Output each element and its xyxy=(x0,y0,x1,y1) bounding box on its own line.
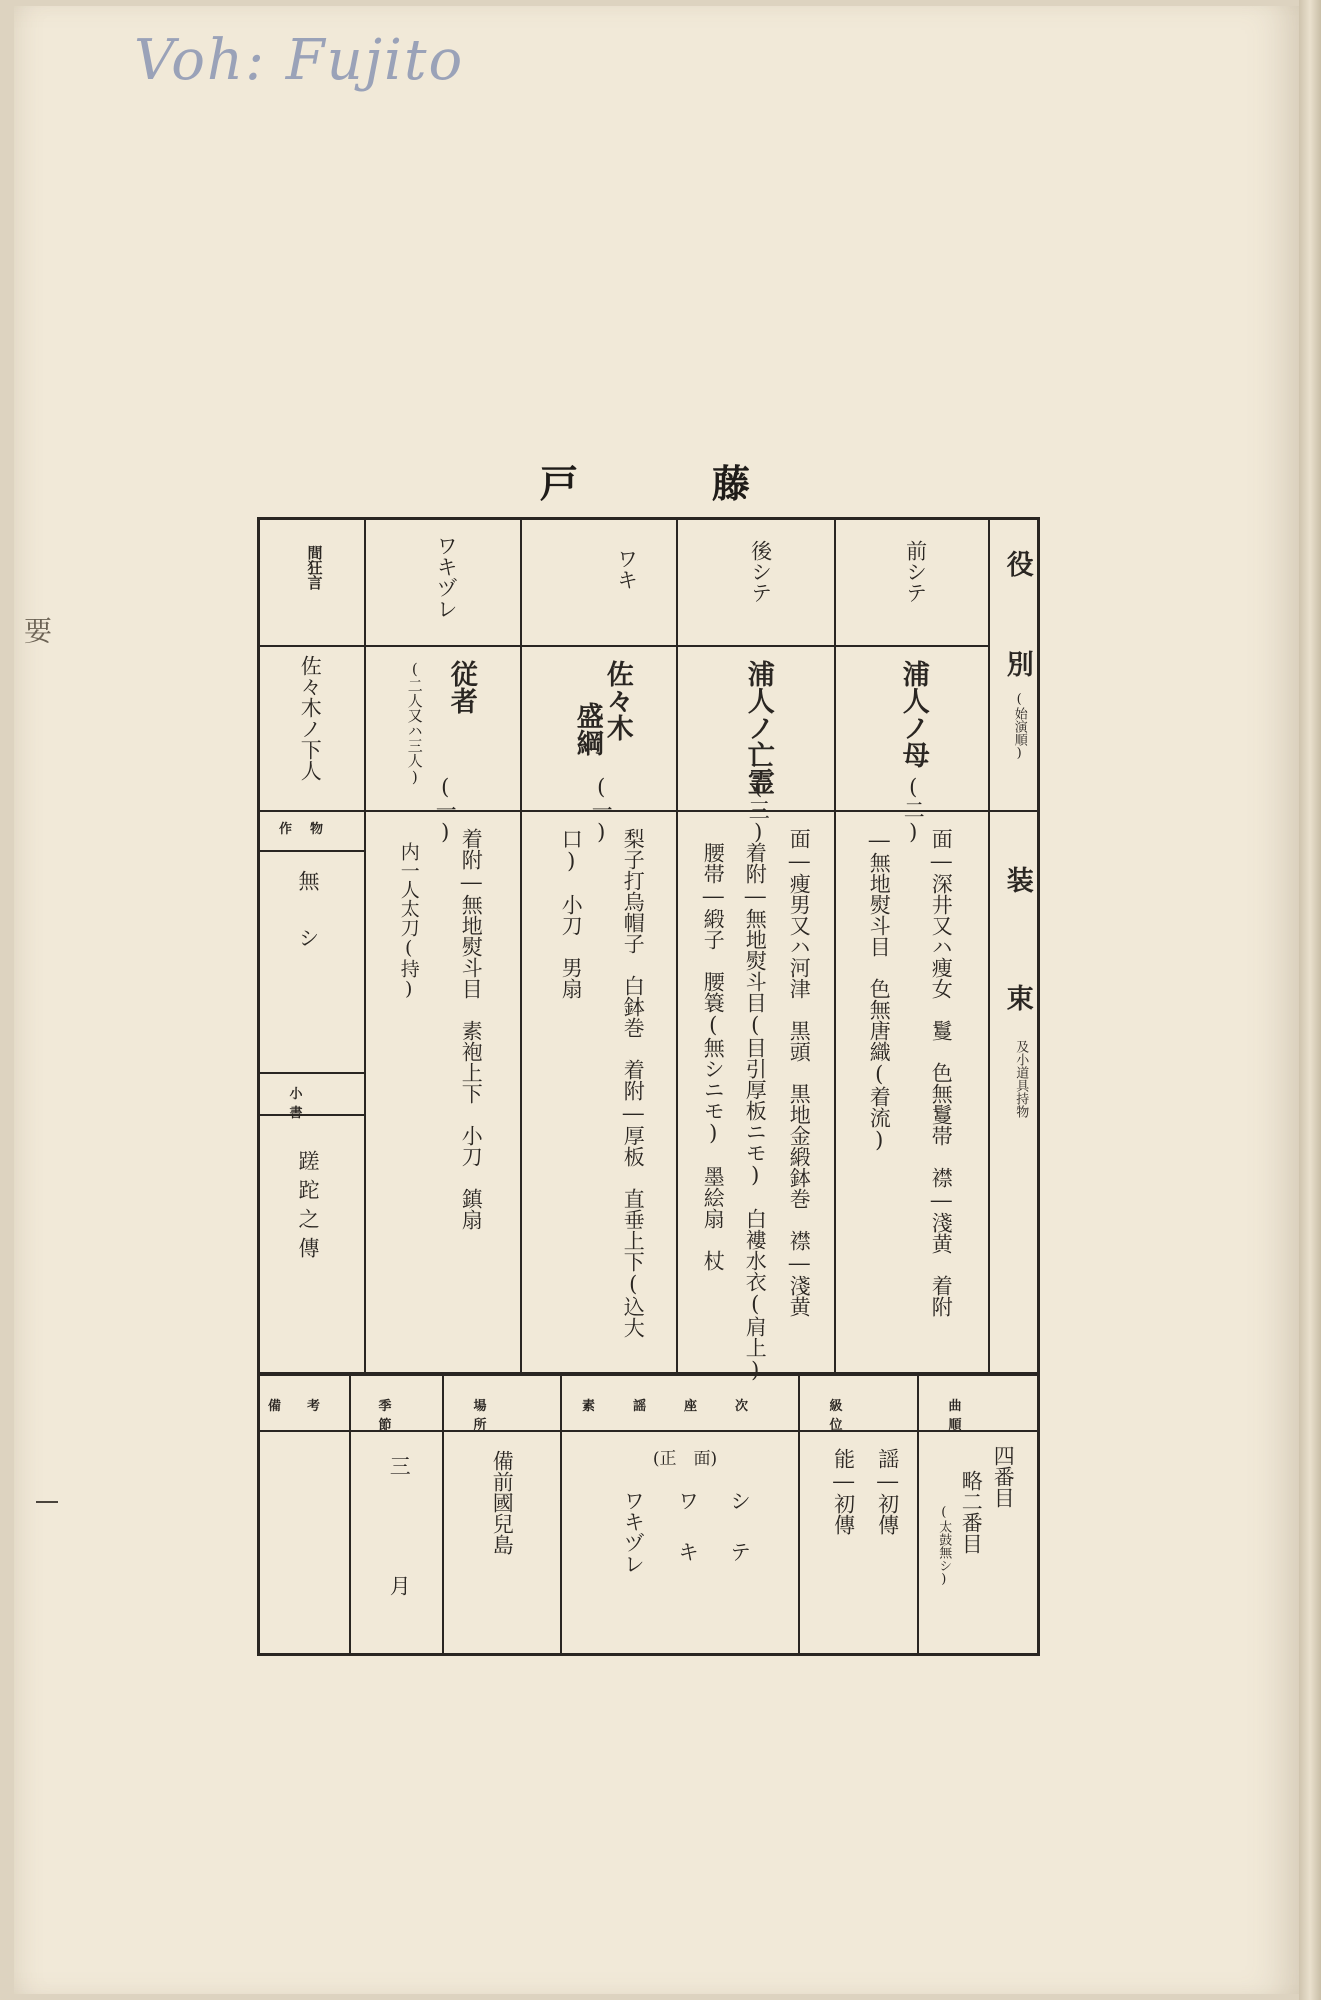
char-maeshite-count: (二) xyxy=(901,775,926,844)
kogaki-value: 蹉跎之傳 xyxy=(296,1150,320,1266)
page-title xyxy=(540,455,750,505)
footer-kyokujun-note: (太鼓無シ) xyxy=(936,1505,952,1587)
char-waki-b: 盛綱 xyxy=(571,702,603,756)
header-betsu: 別 xyxy=(1001,650,1033,677)
footer-kyui-label: 級位 xyxy=(829,1399,891,1433)
costume-wakizure-2: 内一人太刀(持) xyxy=(397,842,420,1000)
char-wakizure: 従者 xyxy=(445,660,477,714)
footer-kyui-utai: 謡―初傳 xyxy=(875,1448,900,1535)
book-spine xyxy=(1299,0,1321,2000)
footer-kisetsu-unit: 月 xyxy=(387,1575,412,1596)
costume-maeshite-1: 面―深井又ハ痩女 鬘 色無鬘帯 襟―淺黄 着附 xyxy=(929,828,954,1317)
role-kyogen: 間狂言 xyxy=(305,545,324,590)
title-right: 藤 xyxy=(711,461,750,506)
footer-kisetsu-month: 三 xyxy=(387,1455,412,1476)
header-props-note: 及小道具持物 xyxy=(1013,1040,1029,1118)
char-wakizure-count: (一) xyxy=(433,775,458,844)
footer-shiroto-waki: ワキ xyxy=(675,1490,700,1592)
role-nochishite: 後シテ xyxy=(748,540,773,603)
footer-biko-label: 備考 xyxy=(267,1399,346,1414)
footer-kyui-no: 能―初傳 xyxy=(831,1448,856,1535)
role-maeshite: 前シテ xyxy=(903,540,928,603)
role-wakizure: ワキヅレ xyxy=(434,535,459,619)
costume-nochishite-3: 腰帯―緞子 腰簑(無シニモ) 墨絵扇 杖 xyxy=(701,842,726,1271)
sakumono-label: 作物 xyxy=(278,822,341,837)
costume-waki-1: 梨子打烏帽子 白鉢巻 着附―厚板 直垂上下(込大 xyxy=(621,828,646,1338)
role-waki: ワキ xyxy=(614,548,639,590)
char-maeshite: 浦人ノ母 xyxy=(897,660,929,768)
footer-kyokujun-2: 略二番目 xyxy=(959,1470,984,1554)
footer-shiroto-label: 素謡座次 xyxy=(581,1399,786,1414)
margin-mark: 要 xyxy=(20,616,53,644)
char-waki-count: (一) xyxy=(589,775,614,844)
footer-kisetsu-label: 季節 xyxy=(378,1399,426,1433)
footer-shiroto-front: (正 面) xyxy=(652,1449,718,1469)
char-wakizure-note: (二人又ハ三人) xyxy=(405,660,424,786)
title-left: 戸 xyxy=(540,461,579,506)
header-shozoku: 装 xyxy=(1001,866,1033,893)
costume-maeshite-2: ―無地熨斗目 色無唐織(着流) xyxy=(867,828,892,1152)
char-kyogen: 佐々木ノ下人 xyxy=(298,655,323,781)
char-waki-a: 佐々木 xyxy=(601,660,633,741)
char-nochishite: 浦人ノ亡霊 xyxy=(742,660,774,795)
footer-shiroto-wakizure: ワキヅレ xyxy=(621,1490,646,1574)
header-yakubetsu: 役 xyxy=(1001,550,1033,577)
costume-nochishite-1: 面―痩男又ハ河津 黒頭 黒地金緞鉢巻 襟―淺黄 xyxy=(787,828,812,1317)
footer-kyokujun-label: 曲順 xyxy=(948,1399,1010,1433)
footer-basho-label: 場所 xyxy=(473,1399,535,1433)
char-nochishite-count: (三) xyxy=(746,775,771,844)
costume-nochishite-2: 着附―無地熨斗目(目引厚板ニモ) 白褸水衣(肩上) xyxy=(743,842,768,1382)
footer-kyokujun-1: 四番目 xyxy=(991,1445,1016,1508)
footer-basho-value: 備前國兒島 xyxy=(490,1450,515,1555)
sakumono-value: 無シ xyxy=(296,870,320,984)
header-soku: 束 xyxy=(1001,984,1033,1011)
kogaki-label: 小書 xyxy=(289,1087,331,1121)
handwritten-note: Voh: Fujito xyxy=(134,28,465,93)
header-order-note: (始演順) xyxy=(1011,692,1027,761)
costume-wakizure-1: 着附―無地熨斗目 素袍上下 小刀 鎮扇 xyxy=(459,828,484,1230)
costume-waki-2: 口) 小刀 男扇 xyxy=(559,828,584,999)
footer-shiroto-shite: シテ xyxy=(727,1490,752,1592)
margin-tick xyxy=(36,1501,58,1503)
